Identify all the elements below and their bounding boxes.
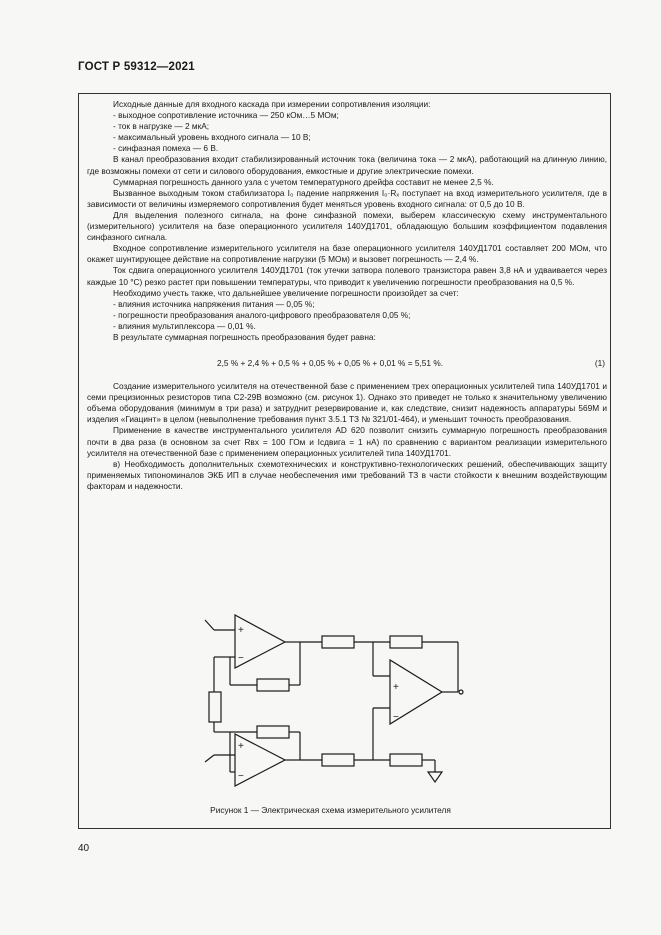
paragraph: В канал преобразования входит стабилизированный источник тока (величина тока — 2 мкА), работающий на длинную линию, где возможны помехи от сети и силового оборудования, емкостные и другие электрические помехи. (87, 154, 607, 176)
paragraph-group-1 (87, 99, 607, 343)
amplifier-circuit-diagram (200, 612, 470, 792)
resistor-r6 (390, 754, 422, 766)
resistor-r3 (257, 726, 289, 738)
paragraph: Вызванное выходным током стабилизатора I₀ падение напряжения I₀·Rₓ поступает на вход измерительного усилителя, где в зависимости от величины измеряемого сопротивления будет меняться уровень входного сигнала: от 0,5 до 10 В. (87, 187, 607, 209)
list-item: - выходное сопротивление источника — 250 кОм…5 МОм; (113, 110, 339, 121)
resistor-r4 (322, 754, 354, 766)
input-terminal-bottom (205, 755, 214, 762)
formula-1 (87, 347, 607, 381)
list-item: - влияния источника напряжения питания — 0,05 %; (113, 298, 315, 309)
list-item: - влияния мультиплексора — 0,01 %. (113, 320, 256, 331)
formula-number: (1) (594, 358, 605, 369)
list-item: - ток в нагрузке — 2 мкА; (113, 121, 210, 132)
paragraph: Применение в качестве инструментального усилителя AD 620 позволит снизить суммарную погрешность преобразования почти в два раза (в основном за счет Rвх = 100 ГОм и Iсдвига = 1 нА) по сравнению с вариантом реализации измерительного усилителя на отечественной базе с применением операционных усилителей типа 140УД1701. (87, 425, 607, 458)
paragraph-group-2 (87, 381, 607, 492)
op-amp-3-minus: − (393, 712, 399, 723)
input-terminal-top (205, 620, 214, 630)
paragraph: Входное сопротивление измерительного усилителя на базе операционного усилителя 140УД1701 составляет 200 МОм, что окажет шунтирующее действие на сопротивление нагрузки (5 МОм) и вызовет погрешность — 2,4 %. (87, 243, 607, 265)
page-number: 40 (78, 843, 90, 854)
paragraph: Для выделения полезного сигнала, на фоне синфазной помехи, выберем классическую схему инструментального (измерительного) усилителя на базе операционного усилителя 140УД1701, обладающую большим коэффициентом подавления синфазного сигнала. (87, 209, 607, 243)
resistor-r2 (257, 679, 289, 691)
paragraph: Суммарная погрешность данного узла с учетом температурного дрейфа составит не менее 2,5 %. (113, 176, 494, 187)
resistor-r5 (390, 636, 422, 648)
document-header: ГОСТ Р 59312—2021 (78, 61, 195, 73)
paragraph: Необходимо учесть также, что дальнейшее увеличение погрешности произойдет за счет: (113, 287, 459, 298)
resistor-r1 (322, 636, 354, 648)
op-amp-1-plus: + (238, 625, 244, 636)
op-amp-1-minus: − (238, 653, 244, 664)
op-amp-2-minus: − (238, 771, 244, 782)
list-item: - погрешности преобразования аналого-цифрового преобразователя 0,05 %; (113, 309, 411, 320)
op-amp-2-plus: + (238, 741, 244, 752)
figure-caption: Рисунок 1 — Электрическая схема измерительного усилителя (210, 805, 451, 815)
list-item: - максимальный уровень входного сигнала — 10 В; (113, 132, 311, 143)
body-text (87, 99, 607, 492)
paragraph: в) Необходимость дополнительных схемотехнических и конструктивно-технологических решений, обеспечивающих защиту применяемых типономиналов ЭКБ ИП в случае необеспечения ими требований ТЗ в части стойкости к внешним воздействующим факторам и надежности. (87, 458, 607, 491)
paragraph: Исходные данные для входного каскада при измерении сопротивления изоляции: (113, 99, 431, 109)
paragraph: Ток сдвига операционного усилителя 140УД1701 (ток утечки затвора полевого транзистора равен 3,8 нА и удваивается через каждые 10 °С) резко растет при повышении температуры, что приводит к увеличению погрешности преобразования на 0,5 %. (87, 265, 607, 287)
resistor-rg (209, 692, 221, 722)
output-terminal (459, 690, 463, 694)
paragraph: Создание измерительного усилителя на отечественной базе с применением трех операционных усилителей типа 140УД1701 и семи прецизионных резисторов типа С2-29В возможно (см. рисунок 1). Однако это приведет не только к значительному увеличению объема оборудования (минимум в три раза) и затруднит резервирование и, как следствие, снизит надежность аппаратуры 569М и изделия «Гиацинт» в целом (невыполнение требования пункт 3.5.1 ТЗ № 321/01-464), и уменьшит точность преобразования. (87, 381, 607, 425)
formula-expression: 2,5 % + 2,4 % + 0,5 % + 0,05 % + 0,05 % + 0,01 % = 5,51 %. (217, 358, 444, 369)
list-item: - синфазная помеха — 6 В. (113, 143, 219, 154)
ground-symbol (428, 772, 442, 782)
op-amp-3-plus: + (393, 682, 399, 693)
paragraph: В результате суммарная погрешность преобразования будет равна: (113, 331, 376, 342)
